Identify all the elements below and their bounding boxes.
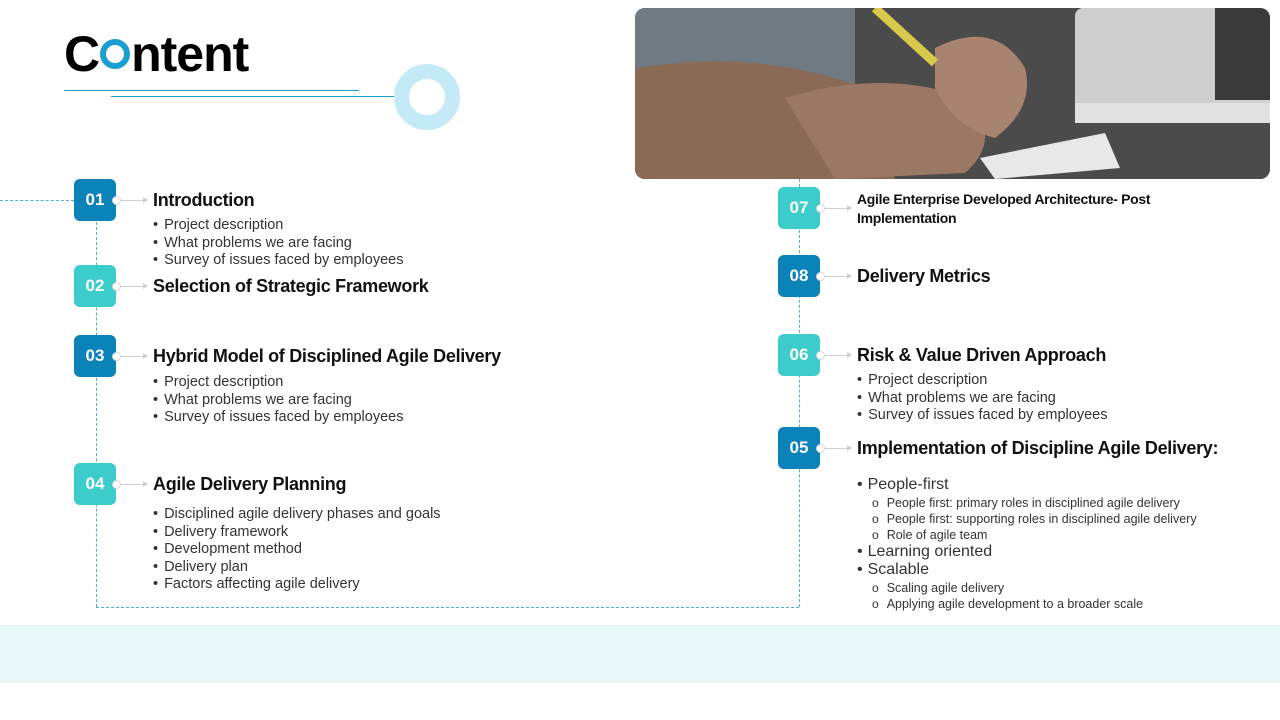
arrow-icon	[121, 200, 147, 201]
badge-08: 08	[778, 255, 820, 297]
list-item: • Survey of issues faced by employees	[857, 407, 1107, 425]
badge-04: 04	[74, 463, 116, 505]
list-item: • Project description	[153, 217, 403, 235]
list-item: • Project description	[857, 372, 1107, 390]
sub-item: o Applying agile development to a broader scale	[872, 596, 1197, 612]
item-groups-05	[857, 476, 1197, 612]
group-label: • Learning oriented	[857, 543, 1197, 562]
title-suffix: ntent	[131, 26, 249, 82]
badge-01: 01	[74, 179, 116, 221]
connector-dot	[112, 196, 121, 205]
title-o-ring-icon	[100, 39, 130, 69]
item-heading-01: Introduction	[153, 190, 255, 210]
header-photo	[635, 8, 1270, 179]
title-prefix: C	[64, 26, 100, 82]
item-bullets-06	[857, 372, 1107, 425]
list-item: • What problems we are facing	[153, 235, 403, 253]
item-bullets-04	[153, 506, 441, 594]
list-item: • Project description	[153, 374, 403, 392]
connector-dot	[816, 351, 825, 360]
photo-writing-hand-icon	[635, 8, 1270, 179]
list-item: • Delivery framework	[153, 524, 441, 542]
arrow-icon	[825, 208, 851, 209]
badge-02: 02	[74, 265, 116, 307]
footer-band	[0, 625, 1280, 683]
sub-list	[857, 580, 1197, 612]
arrow-icon	[825, 448, 851, 449]
connector-dot	[112, 282, 121, 291]
item-heading-05: Implementation of Discipline Agile Delivery:	[857, 438, 1219, 458]
sub-item: o People first: primary roles in disciplined agile delivery	[872, 495, 1197, 511]
group-list	[857, 476, 1197, 495]
list-item: • Survey of issues faced by employees	[153, 409, 403, 427]
list-item: • Survey of issues faced by employees	[153, 252, 403, 270]
arrow-icon	[121, 286, 147, 287]
connector-dot	[112, 480, 121, 489]
title-underline-2	[111, 96, 401, 97]
item-heading-02: Selection of Strategic Framework	[153, 276, 429, 296]
connector-dot	[816, 444, 825, 453]
badge-05: 05	[778, 427, 820, 469]
sub-item: o People first: supporting roles in disciplined agile delivery	[872, 511, 1197, 527]
sub-list	[857, 495, 1197, 543]
title-underline	[64, 90, 359, 91]
sub-item: o Scaling agile delivery	[872, 580, 1197, 596]
badge-06: 06	[778, 334, 820, 376]
group-list	[857, 543, 1197, 580]
item-heading-08: Delivery Metrics	[857, 266, 991, 286]
connector-dot	[816, 204, 825, 213]
arrow-icon	[825, 355, 851, 356]
item-bullets-01	[153, 217, 403, 270]
group-label: • People-first	[857, 476, 1197, 495]
item-heading-04: Agile Delivery Planning	[153, 474, 347, 494]
list-item: • Development method	[153, 541, 441, 559]
badge-07: 07	[778, 187, 820, 229]
timeline-bottom-line	[96, 607, 799, 608]
badge-03: 03	[74, 335, 116, 377]
list-item: • Factors affecting agile delivery	[153, 576, 441, 594]
connector-dot	[816, 272, 825, 281]
list-item: • Delivery plan	[153, 559, 441, 577]
arrow-icon	[825, 276, 851, 277]
item-heading-07: Agile Enterprise Developed Architecture- Post Implementation	[857, 191, 1151, 226]
item-bullets-03	[153, 374, 403, 427]
arrow-icon	[121, 484, 147, 485]
timeline-lead-line	[0, 200, 74, 201]
connector-dot	[112, 352, 121, 361]
item-heading-06: Risk & Value Driven Approach	[857, 345, 1107, 365]
timeline-right-top-line	[799, 179, 800, 187]
item-heading-03: Hybrid Model of Disciplined Agile Delivery	[153, 346, 501, 366]
list-item: • What problems we are facing	[153, 392, 403, 410]
decorative-ring	[394, 64, 460, 130]
list-item: • Disciplined agile delivery phases and goals	[153, 506, 441, 524]
arrow-icon	[121, 356, 147, 357]
sub-item: o Role of agile team	[872, 527, 1197, 543]
list-item: • What problems we are facing	[857, 390, 1107, 408]
group-label: • Scalable	[857, 561, 1197, 580]
page-title	[64, 24, 248, 84]
